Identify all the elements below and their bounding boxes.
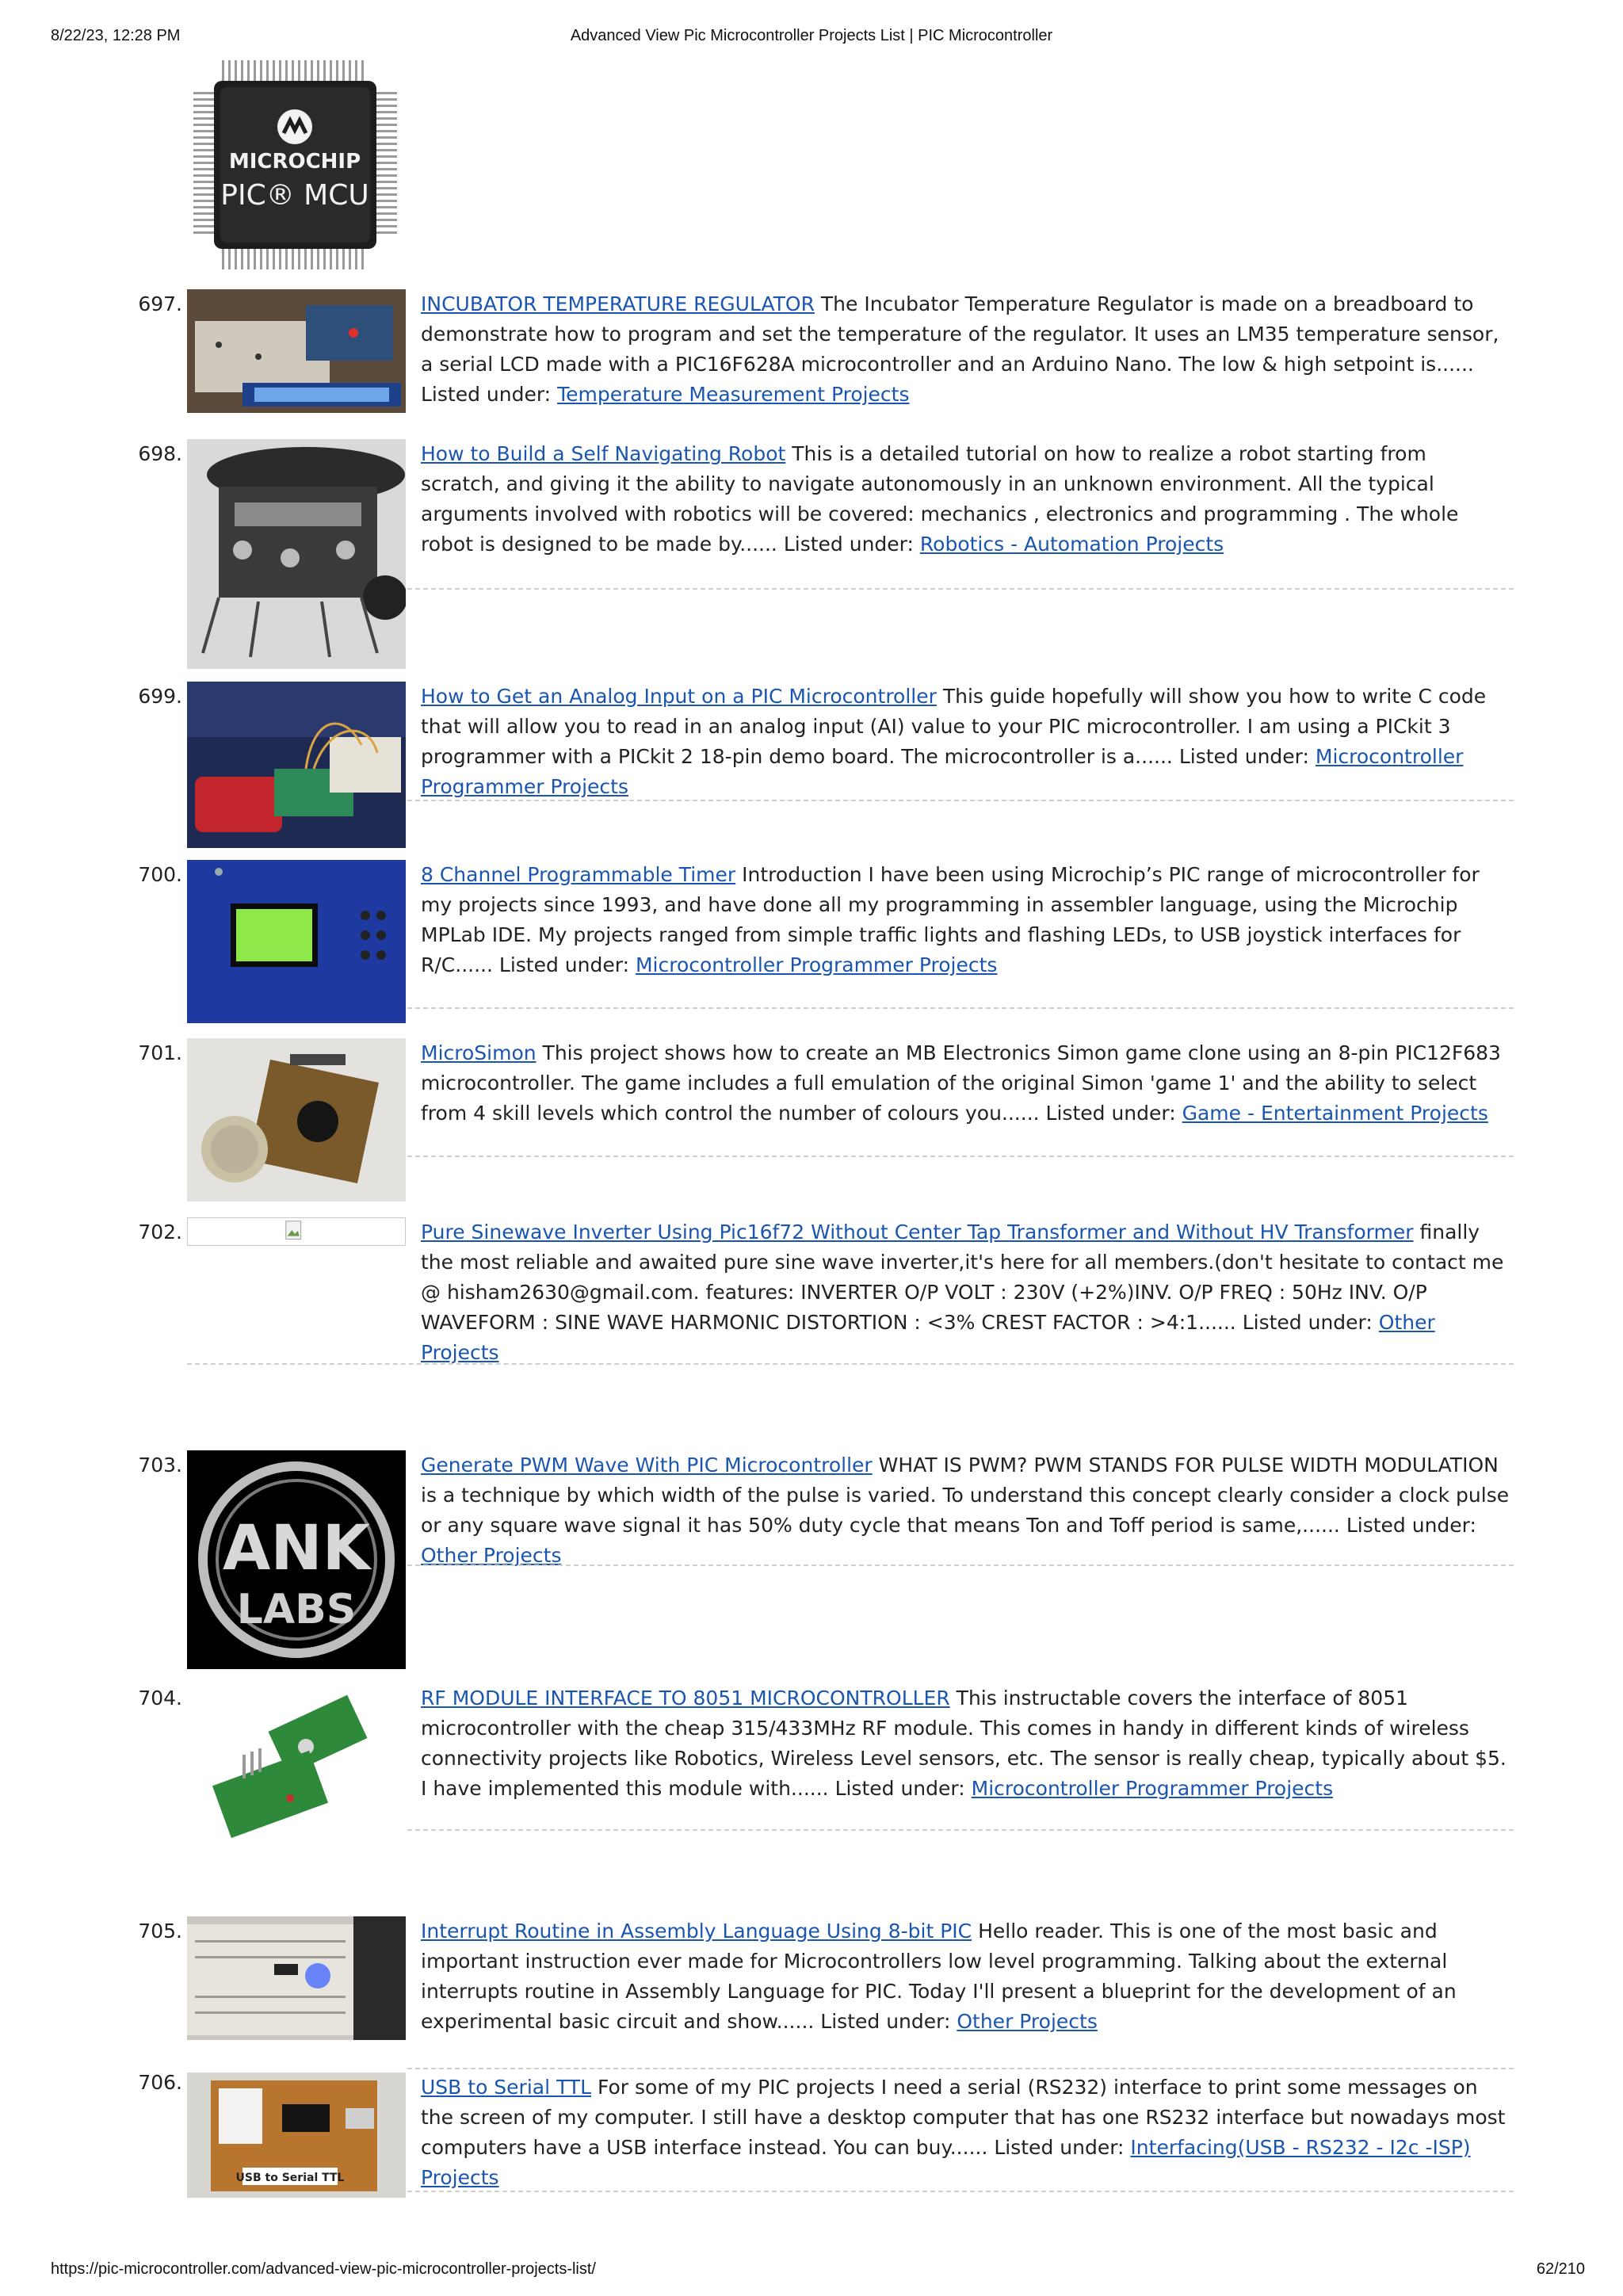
project-description: Hello reader. This is one of the most basic and important instruction ever made for Microcontrollers low level programming. Talking about the external interrupts routine in Assembly Language for PIC. Today I'll present a blueprint for the development of an experimental basic circuit and show...... xyxy=(421,1920,1457,2033)
listed-under-label: Listed under: xyxy=(1045,1102,1176,1125)
entry-number: 698. xyxy=(138,442,182,465)
project-thumbnail[interactable] xyxy=(187,1450,406,1669)
listed-under-label: Listed under: xyxy=(1242,1311,1373,1334)
category-link[interactable]: Microcontroller Programmer Projects xyxy=(635,953,998,976)
project-title-link[interactable]: INCUBATOR TEMPERATURE REGULATOR xyxy=(421,292,815,315)
entry-separator xyxy=(407,1829,1514,1831)
category-link[interactable]: Interfacing(USB - RS232 - I2c -ISP) Projects xyxy=(421,2136,1471,2189)
project-title-link[interactable]: MicroSimon xyxy=(421,1041,537,1064)
listed-under-label: Listed under: xyxy=(783,533,914,556)
category-link[interactable]: Robotics - Automation Projects xyxy=(919,533,1224,556)
entry-separator xyxy=(407,2068,1514,2069)
project-thumbnail[interactable] xyxy=(187,2073,406,2198)
logo-brand-text: MICROCHIP xyxy=(228,150,361,174)
listed-under-label: Listed under: xyxy=(1346,1514,1476,1537)
entry-separator xyxy=(407,800,1514,801)
entry-number: 701. xyxy=(138,1041,182,1064)
category-link[interactable]: Temperature Measurement Projects xyxy=(557,383,910,406)
entry-number: 697. xyxy=(138,292,182,315)
project-thumbnail[interactable] xyxy=(187,860,406,1023)
category-link[interactable]: Other Projects xyxy=(421,1311,1435,1364)
project-title-link[interactable]: Interrupt Routine in Assembly Language Using 8-bit PIC xyxy=(421,1920,972,1943)
entry-number: 699. xyxy=(138,685,182,708)
logo-product-text: PIC® MCU xyxy=(220,179,369,212)
microchip-pic-mcu-logo xyxy=(190,57,400,273)
entry-separator xyxy=(187,1363,1514,1365)
entry-separator xyxy=(407,1156,1514,1157)
project-title-link[interactable]: Pure Sinewave Inverter Using Pic16f72 Without Center Tap Transformer and Without HV Transformer xyxy=(421,1221,1414,1244)
board-label-text: USB to Serial TTL xyxy=(235,2172,345,2184)
category-link[interactable]: Microcontroller Programmer Projects xyxy=(971,1777,1334,1800)
project-thumbnail[interactable] xyxy=(187,1683,406,1855)
project-thumbnail[interactable] xyxy=(187,682,406,848)
entry-number: 705. xyxy=(138,1920,182,1943)
project-title-link[interactable]: 8 Channel Programmable Timer xyxy=(421,863,736,886)
listed-under-label: Listed under: xyxy=(498,953,629,976)
listed-under-label: Listed under: xyxy=(820,2010,951,2033)
entry-separator xyxy=(407,588,1514,590)
entry-separator xyxy=(407,1007,1514,1009)
project-thumbnail[interactable] xyxy=(187,1038,406,1201)
listed-under-label: Listed under: xyxy=(1178,745,1309,768)
project-description: This instructable covers the interface of 8051 microcontroller with the cheap 315/433MHz RF module. This comes in handy in different kinds of wireless connectivity projects like Robotics, Wireless Level sensors, etc. The sensor is really cheap, typically about $5. I have implemented this module with...... xyxy=(421,1687,1507,1800)
project-thumbnail[interactable] xyxy=(187,439,406,669)
entry-number: 702. xyxy=(138,1221,182,1244)
entry-number: 706. xyxy=(138,2071,182,2094)
category-link[interactable]: Microcontroller Programmer Projects xyxy=(421,745,1464,798)
project-title-link[interactable]: RF MODULE INTERFACE TO 8051 MICROCONTROLLER xyxy=(421,1687,950,1710)
project-description: This is a detailed tutorial on how to realize a robot starting from scratch, and giving it the ability to navigate autonomously in an unknown environment. All the typical arguments involved with robotics will be covered: mechanics , electronics and programming . The whole robot is designed to be made by...... xyxy=(421,442,1459,556)
entry-separator xyxy=(407,1564,1514,1566)
project-title-link[interactable]: Generate PWM Wave With PIC Microcontroller xyxy=(421,1454,873,1477)
listed-under-label: Listed under: xyxy=(421,383,552,406)
listed-under-label: Listed under: xyxy=(994,2136,1125,2159)
project-description: finally the most reliable and awaited pure sine wave inverter,it's here for all members.(don't hesitate to contact me @ hisham2630@gmail.com. features: INVERTER O/P VOLT : 230V (+2%)INV. O/P FREQ : 50Hz INV. O/P WAVEFORM : SINE WAVE HARMONIC DISTORTION : <3% CREST FACTOR : >4:1...... xyxy=(421,1221,1504,1334)
project-thumbnail[interactable] xyxy=(187,289,406,413)
print-date: 8/22/23, 12:28 PM xyxy=(51,27,181,44)
project-description: The Incubator Temperature Regulator is made on a breadboard to demonstrate how to program and set the temperature of the regulator. It uses an LM35 temperature sensor, a serial LCD made with a PIC16F628A microcontroller and an Arduino Nano. The low & high setpoint is...... xyxy=(421,292,1499,376)
listed-under-label: Listed under: xyxy=(834,1777,965,1800)
category-link[interactable]: Game - Entertainment Projects xyxy=(1182,1102,1488,1125)
category-link[interactable]: Other Projects xyxy=(421,1544,562,1567)
project-description: WHAT IS PWM? PWM STANDS FOR PULSE WIDTH MODULATION is a technique by which width of the pulse is varied. To understand this concept clearly consider a clock pulse or any square wave signal it has 50% duty cycle that means Ton and Toff period is same,...... xyxy=(421,1454,1510,1537)
ank-logo-bottom-text: LABS xyxy=(236,1586,357,1633)
project-description: This guide hopefully will show you how to write C code that will allow you to read in an analog input (AI) value to your PIC microcontroller. I am using a PICkit 3 programmer with a PICkit 2 18-pin demo board. The microcontroller is a...... xyxy=(421,685,1487,768)
category-link[interactable]: Other Projects xyxy=(957,2010,1098,2033)
project-thumbnail[interactable] xyxy=(187,1916,406,2040)
broken-image-placeholder[interactable] xyxy=(187,1217,406,1246)
page-number: 62/210 xyxy=(1536,2260,1585,2278)
project-description: Introduction I have been using Microchip’s PIC range of microcontroller for my projects since 1993, and have done all my programming in assembler language, using the Microchip MPLab IDE. My projects ranged from simple traffic lights and flashing LEDs, to USB joystick interfaces for R/C...... xyxy=(421,863,1480,976)
print-title: Advanced View Pic Microcontroller Projects List | PIC Microcontroller xyxy=(570,27,1053,44)
entry-separator xyxy=(407,2191,1514,2192)
project-description: This project shows how to create an MB Electronics Simon game clone using an 8-pin PIC12F683 microcontroller. The game includes a full emulation of the original Simon 'game 1' and the ability to select from 4 skill levels which control the number of colours you...... xyxy=(421,1041,1501,1125)
project-description: For some of my PIC projects I need a serial (RS232) interface to print some messages on the screen of my computer. I still have a desktop computer that has one RS232 interface but nowadays most computers have a USB interface instead. You can buy...... xyxy=(421,2076,1506,2159)
ank-logo-top-text: ANK xyxy=(222,1513,371,1584)
print-url: https://pic-microcontroller.com/advanced-view-pic-microcontroller-projects-list/ xyxy=(51,2260,596,2278)
entry-number: 703. xyxy=(138,1454,182,1477)
entry-number: 700. xyxy=(138,863,182,886)
entry-number: 704. xyxy=(138,1687,182,1710)
project-title-link[interactable]: How to Get an Analog Input on a PIC Microcontroller xyxy=(421,685,937,708)
project-title-link[interactable]: How to Build a Self Navigating Robot xyxy=(421,442,786,465)
project-title-link[interactable]: USB to Serial TTL xyxy=(421,2076,592,2099)
